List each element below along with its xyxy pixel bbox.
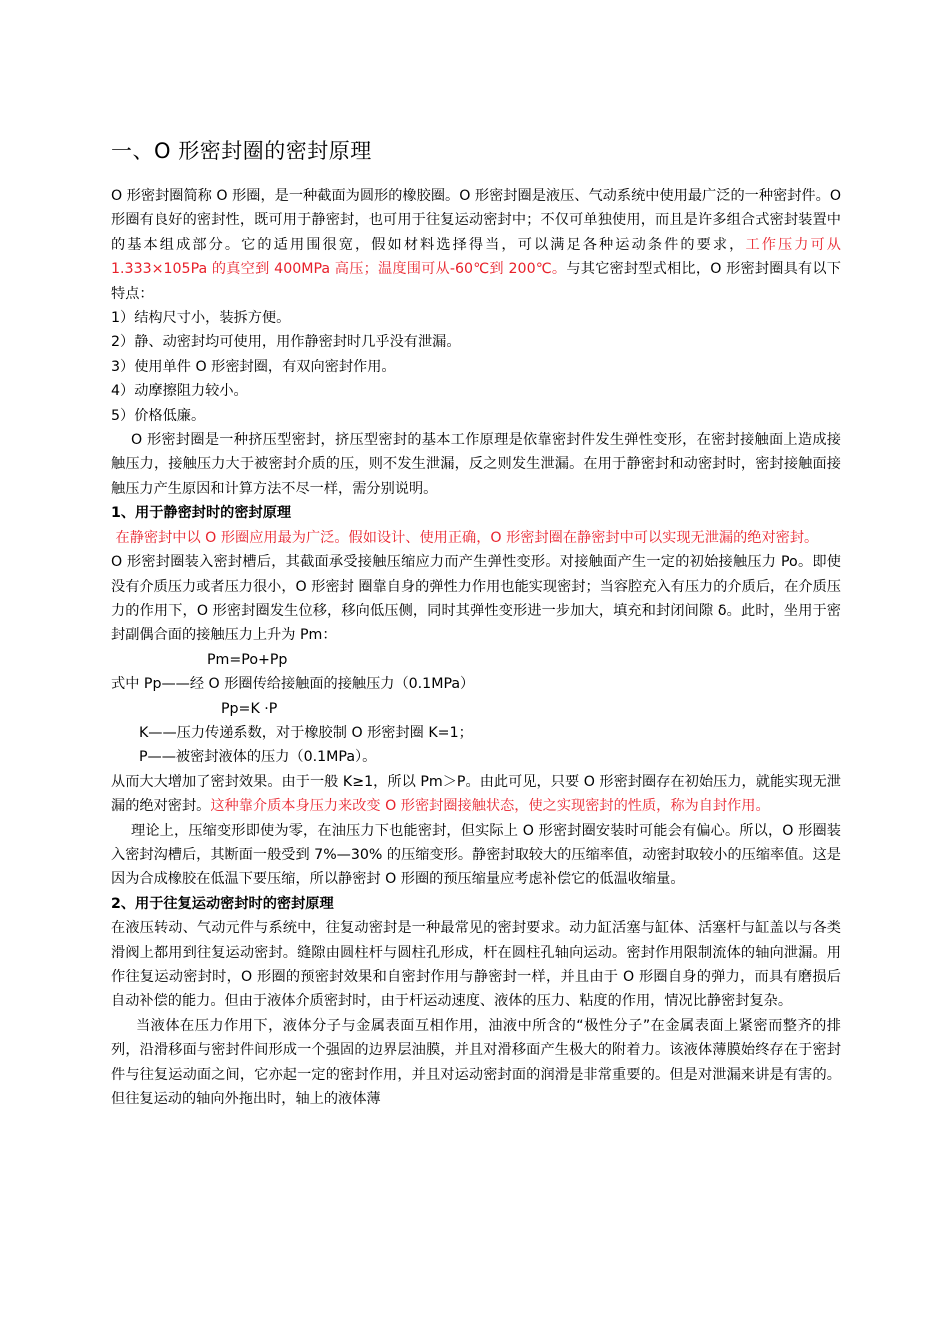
intro-paragraph [111,184,841,306]
section1-highlight-text: 在静密封中以 O 形圈应用最为广泛。假如设计、使用正确，O 形密封圈在静密封中可以实现无泄漏的绝对密封。 [115,529,819,546]
definition-k: K——压力传递系数，对于橡胶制 O 形密封圈 K=1； [139,724,473,741]
feature-item: 2）静、动密封均可使用，用作静密封时几乎没有泄漏。 [111,334,461,351]
feature-item: 1）结构尺寸小，装拆方便。 [111,310,291,327]
page-title: 一、O 形密封圈的密封原理 [111,139,372,163]
section2-heading: 2、用于往复运动密封时的密封原理 [111,895,334,912]
principle-paragraph: O 形密封圈是一种挤压型密封，挤压型密封的基本工作原理是依靠密封件发生弹性变形，在密封接触面上造成接触压力，接触压力大于被密封介质的压，则不发生泄漏，反之则发生泄漏。在用于静密封和动密封时，密封接触面接触压力产生原因和计算方法不尽一样，需分别说明。 [111,432,841,497]
feature-item: 5）价格低廉。 [111,407,206,424]
feature-item: 3）使用单件 O 形密封圈，有双向密封作用。 [111,358,396,375]
intro-highlight: 工作压力可从 1.333×105Pa 的真空到 400MPa 高压；温度围可从-60℃到 200℃。 [111,236,841,278]
section1-highlight [111,526,841,550]
section1-heading: 1、用于静密封时的密封原理 [111,505,292,522]
formula-pp: Pp=K ·P [221,700,278,717]
section2-paragraph-1: 在液压转动、气动元件与系统中，往复动密封是一种最常见的密封要求。动力缸活塞与缸体、活塞杆与缸盖以与各类滑阀上都用到往复运动密封。缝隙由圆柱杆与圆柱孔形成，杆在圆柱孔轴向运动。密封作用限制流体的轴向泄漏。用作往复运动密封时，O 形圈的预密封效果和自密封作用与静密封一样，并且由于 O 形圈自身的弹力，而具有磨损后自动补偿的能力。但由于液体介质密封时，由于杆运动速度、液体的压力、粘度的作用，情况比静密封复杂。 [111,920,841,1010]
intro-text-2: 与其它密封型式相比，O 形密封圈具有以下特点： [111,261,841,302]
section1-paragraph-1: O 形密封圈装入密封槽后，其截面承受接触压缩应力而产生弹性变形。对接触面产生一定的初始接触压力 Po。即使没有介质压力或者压力很小，O 形密封 圈靠自身的弹性力作用也能实现密封；当容腔充入有压力的介质后，在介质压力的作用下，O 形密封圈发生位移，移向低压侧，同时其弹性变形进一步加大，填充和封闭间隙 δ。此时，坐用于密封副偶合面的接触压力上升为 Pm： [111,554,841,644]
self-seal-highlight: 这种靠介质本身压力来改变 O 形密封圈接触状态，使之实现密封的性质，称为自封作用。 [210,798,770,815]
intro-text-1: O 形密封圈简称 O 形圈，是一种截面为圆形的橡胶圈。O 形密封圈是液压、气动系统中使用最广泛的一种密封件。O 形圈有良好的密封性，既可用于静密封，也可用于往复运动密封中；不仅可单独使用，而且是许多组合式密封装置中的基本组成部分。它的适用围很宽，假如材料选择得当，可以满足各种运动条件的要求， [111,188,841,253]
section1-paragraph-3: 理论上，压缩变形即使为零，在油压力下也能密封，但实际上 O 形密封圈安装时可能会有偏心。所以，O 形圈装入密封沟槽后，其断面一般受到 7%—30% 的压缩变形。静密封取较大的压缩率值，动密封取较小的压缩率值。这是因为合成橡胶在低温下要压缩，所以静密封 O 形圈的预压缩量应考虑补偿它的低温收缩量。 [111,822,841,888]
formula-pm: Pm=Po+Pp [207,651,288,668]
section2-paragraph-2: 当液体在压力作用下，液体分子与金属表面互相作用，油液中所含的“极性分子”在金属表面上紧密而整齐的排列，沿滑移面与密封件间形成一个强固的边界层油膜，并且对滑移面产生极大的附着力。该液体薄膜始终存在于密封件与往复运动面之间，它亦起一定的密封作用，并且对运动密封面的润滑是非常重要的。但是对泄漏来讲是有害的。但往复运动的轴向外拖出时，轴上的液体薄 [111,1017,841,1108]
document-page [111,134,841,1111]
feature-item: 4）动摩擦阻力较小。 [111,383,248,400]
definition-p: P——被密封液体的压力（0.1MPa）。 [139,749,377,766]
formula-where: 式中 Pp——经 O 形圈传给接触面的接触压力（0.1MPa） [111,676,475,693]
section1-paragraph-2-text: 从而大大增加了密封效果。由于一般 K≥1，所以 Pm＞P。由此可见，只要 O 形密封圈存在初始压力，就能实现无泄漏的绝对密封。 [111,773,841,815]
section1-paragraph-2 [111,770,841,819]
